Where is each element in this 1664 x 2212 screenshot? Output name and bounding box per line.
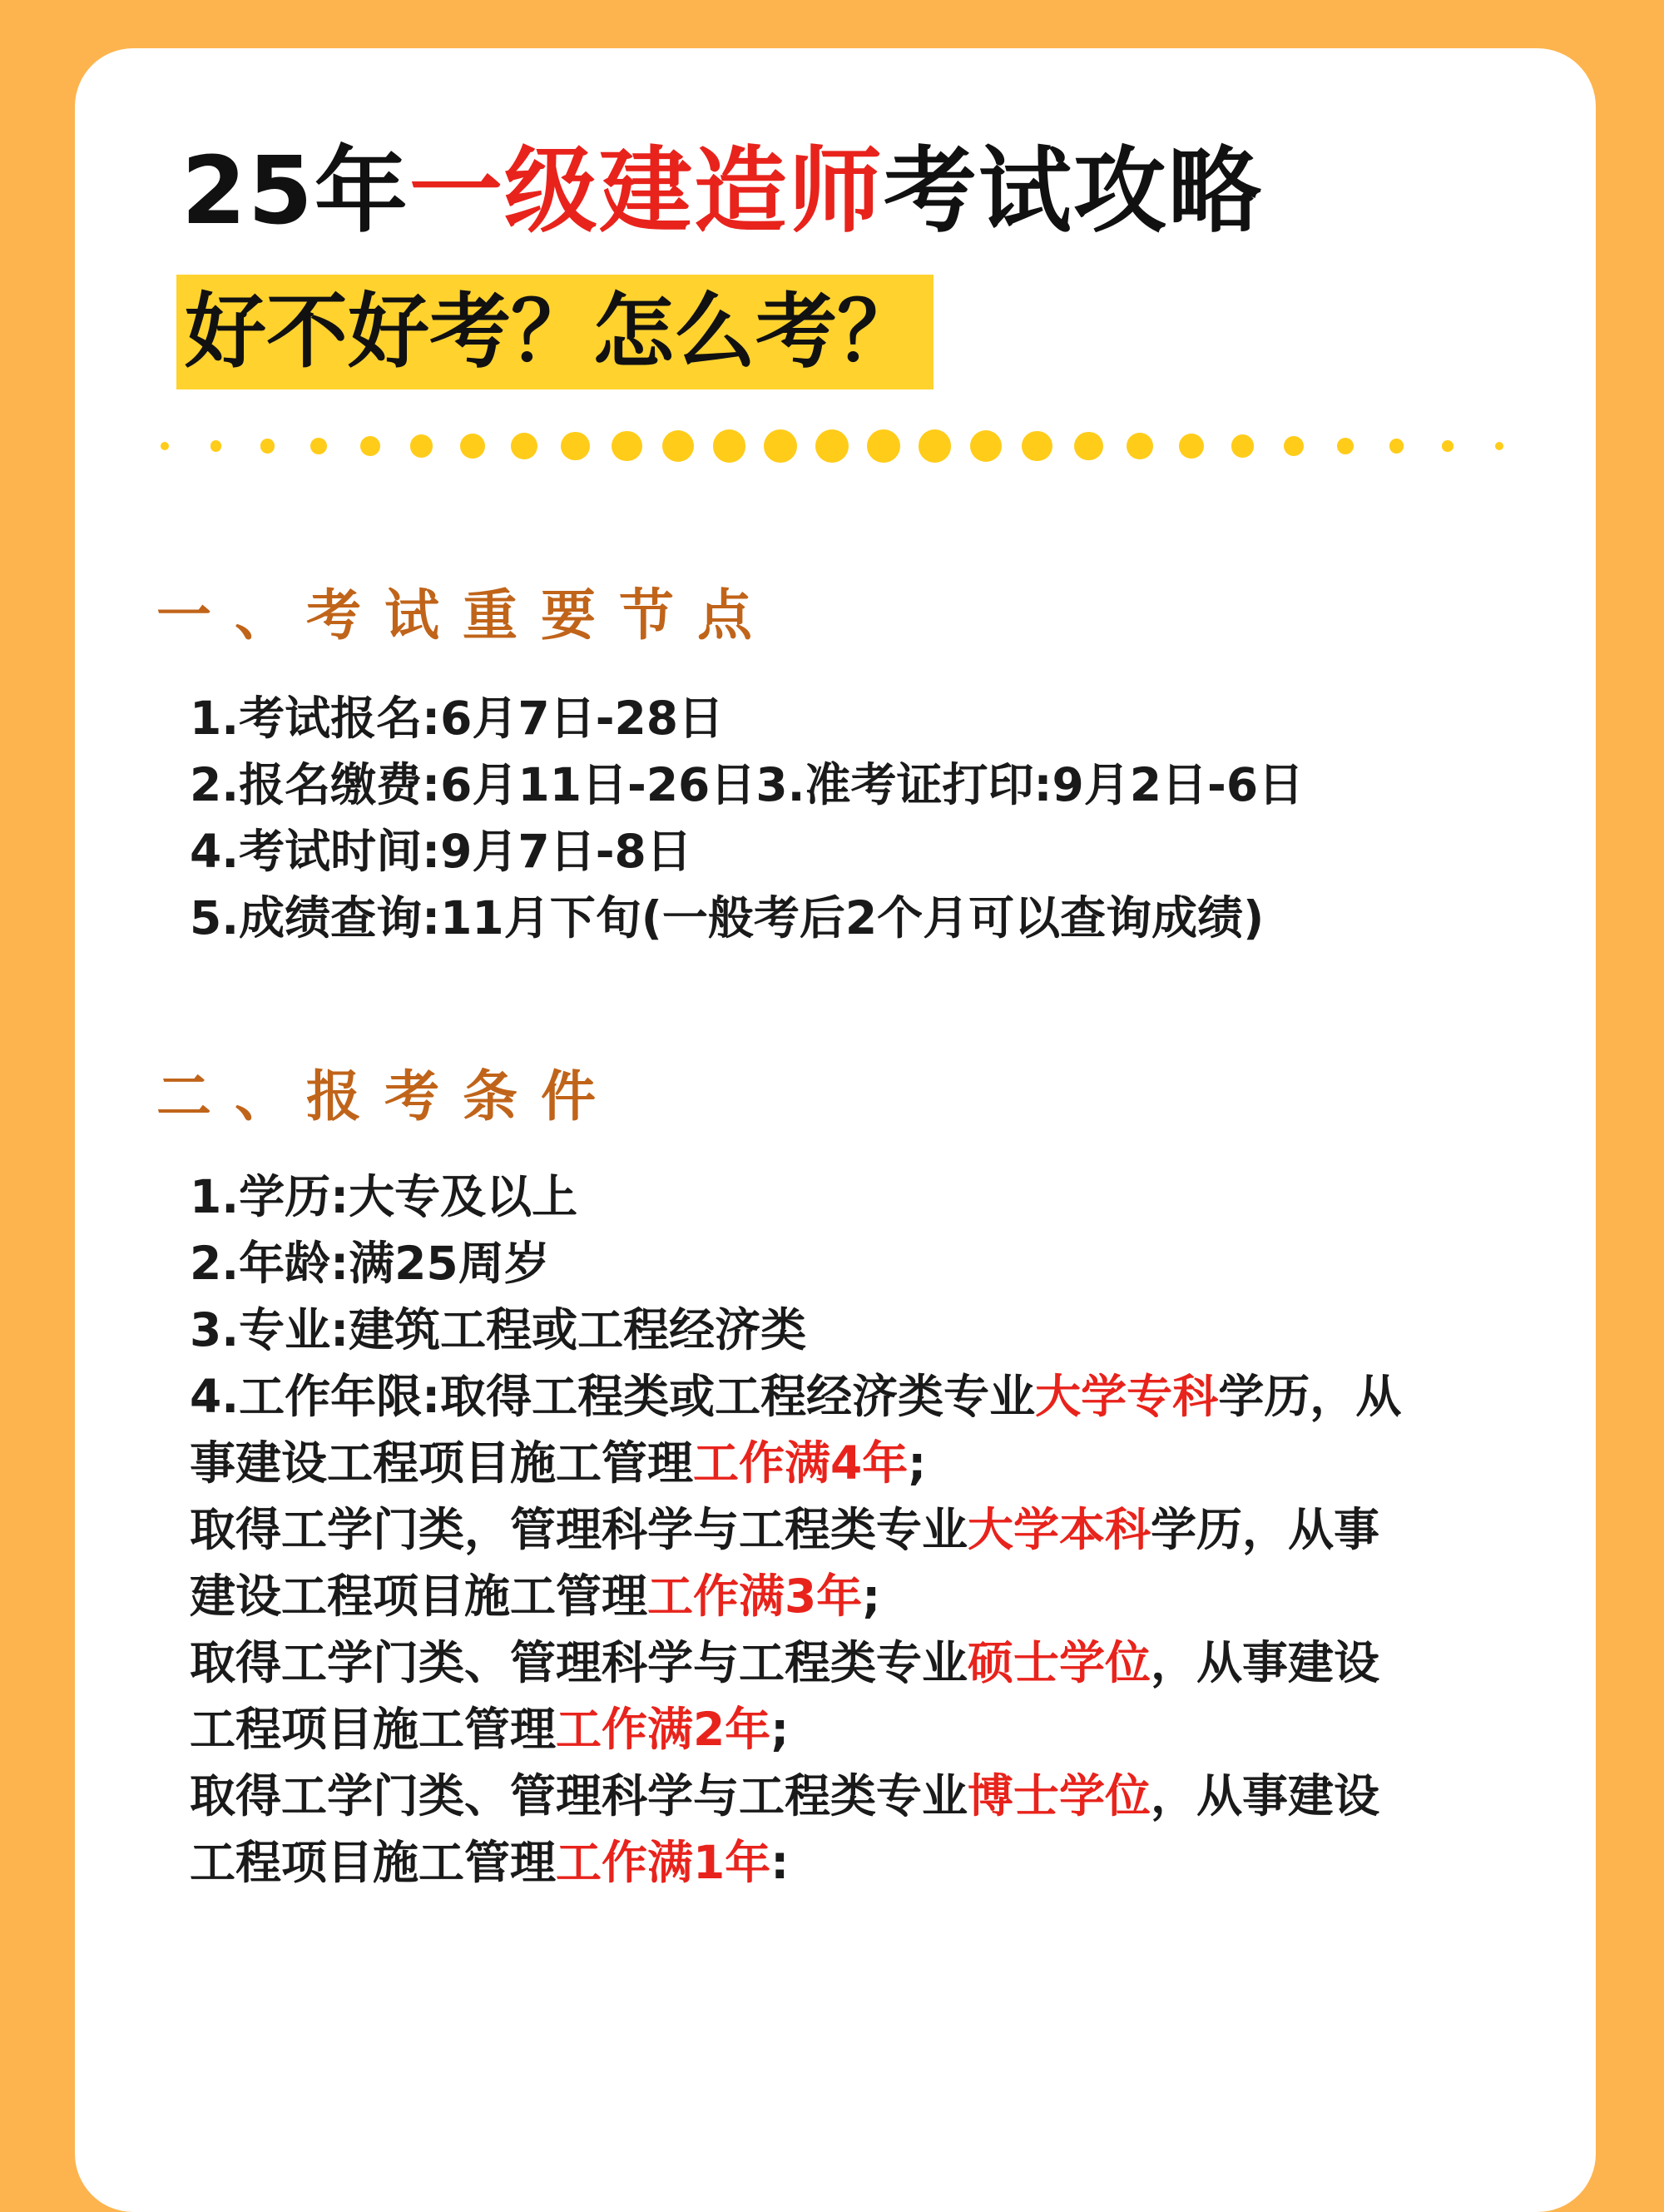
row-highlight: 大学专科 xyxy=(1035,1370,1219,1423)
divider-dot xyxy=(360,436,380,456)
section-number-1: 一 xyxy=(156,583,235,647)
divider-dot xyxy=(1179,434,1204,459)
divider-dot xyxy=(460,434,485,459)
row-text: 取得工学门类，管理科学与工程类专业 xyxy=(190,1503,968,1556)
row-text: ; xyxy=(770,1703,790,1756)
row-text: 事建设工程项目施工管理 xyxy=(190,1436,694,1490)
row-highlight: 工作满3年 xyxy=(647,1570,863,1623)
list-item: 5.成绩查询:11月下旬(一般考后2个月可以查询成绩) xyxy=(190,891,1265,945)
list-item xyxy=(190,1496,1401,1563)
page-title xyxy=(181,133,1263,250)
row-text: ，从事建设 xyxy=(1151,1636,1380,1689)
row-text: 4.工作年限:取得工程类或工程经济类专业 xyxy=(190,1370,1036,1423)
list-item: 2.年龄:满25周岁 xyxy=(190,1237,550,1290)
title-highlight: 一级建造师 xyxy=(409,137,884,246)
row-highlight: 工作满2年 xyxy=(556,1703,771,1756)
divider-dot xyxy=(970,430,1002,462)
divider-dot xyxy=(1284,436,1304,456)
section-sep-1: 、 xyxy=(235,583,306,647)
row-text: 学历，从事 xyxy=(1151,1503,1380,1556)
divider-dot xyxy=(1337,438,1354,455)
list-item: 1.考试报名:6月7日-28日 xyxy=(190,692,725,745)
divider-dot xyxy=(867,429,900,463)
divider-dot xyxy=(561,432,590,461)
section-heading-1 xyxy=(156,583,775,649)
divider-dot xyxy=(310,438,328,455)
divider-dot xyxy=(210,440,222,452)
row-text: 工程项目施工管理 xyxy=(190,1703,557,1756)
row-text: 工程项目施工管理 xyxy=(190,1836,557,1889)
section-heading-2 xyxy=(156,1064,619,1130)
section-title-2: 报考条件 xyxy=(306,1064,619,1128)
divider-dot xyxy=(1022,431,1052,462)
list-item xyxy=(190,1829,1401,1896)
divider-dot xyxy=(511,433,537,459)
list-item xyxy=(190,1696,1401,1763)
divider-dot xyxy=(662,430,694,462)
row-text: : xyxy=(770,1836,790,1889)
row-text: ，从事建设 xyxy=(1151,1769,1380,1823)
list-item xyxy=(190,1430,1401,1496)
list-item: 4.考试时间:9月7日-8日 xyxy=(190,825,692,878)
section-number-2: 二 xyxy=(156,1064,235,1128)
list-item xyxy=(190,1629,1401,1696)
title-suffix: 考试攻略 xyxy=(883,137,1263,246)
row-text: 取得工学门类、管理科学与工程类专业 xyxy=(190,1636,968,1689)
list-item xyxy=(190,1763,1401,1829)
dot-divider xyxy=(158,413,1506,479)
row-highlight: 博士学位 xyxy=(968,1769,1151,1823)
row-text: ; xyxy=(908,1436,927,1490)
list-item: 2.报名缴费:6月11日-26日3.准考证打印:9月2日-6日 xyxy=(190,758,1305,811)
list-item: 3.专业:建筑工程或工程经济类 xyxy=(190,1303,807,1356)
row-text: 取得工学门类、管理科学与工程类专业 xyxy=(190,1769,968,1823)
divider-dot xyxy=(260,439,275,453)
divider-dot xyxy=(1495,442,1503,450)
divider-dot xyxy=(1231,434,1254,457)
row-highlight: 工作满4年 xyxy=(693,1436,909,1490)
row-text: 建设工程项目施工管理 xyxy=(190,1570,648,1623)
divider-dot xyxy=(1127,433,1153,459)
divider-dot xyxy=(1074,432,1103,461)
list-item: 1.学历:大专及以上 xyxy=(190,1170,578,1223)
list-item xyxy=(190,1563,1401,1629)
divider-dot xyxy=(1389,439,1404,453)
divider-dot xyxy=(919,429,951,462)
title-year: 25年 xyxy=(181,137,409,246)
divider-dot xyxy=(815,429,849,463)
section-body-2 xyxy=(190,1163,1401,1896)
section-title-1: 考试重要节点 xyxy=(306,583,775,647)
divider-dot xyxy=(1442,440,1454,452)
row-highlight: 硕士学位 xyxy=(968,1636,1151,1689)
row-text: 学历，从 xyxy=(1218,1370,1402,1423)
divider-dot xyxy=(764,429,797,463)
divider-dot xyxy=(410,434,433,457)
row-highlight: 大学本科 xyxy=(968,1503,1151,1556)
subtitle-banner: 好不好考？怎么考？ xyxy=(176,275,934,389)
divider-dot xyxy=(612,431,642,462)
section-body-1 xyxy=(190,685,1304,951)
divider-dot xyxy=(713,429,745,462)
list-item xyxy=(190,1363,1401,1430)
row-highlight: 工作满1年 xyxy=(556,1836,771,1889)
row-text: ; xyxy=(862,1570,881,1623)
divider-dot xyxy=(161,442,169,450)
section-sep-2: 、 xyxy=(235,1064,306,1128)
